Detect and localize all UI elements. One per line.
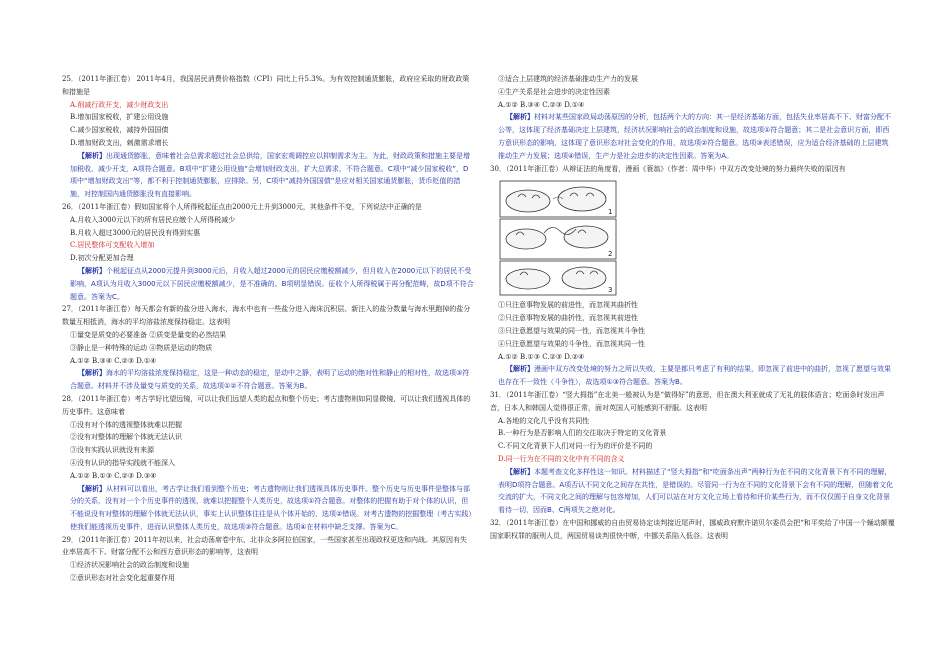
question-stem: 27．（2011年浙江卷）每天都会有新的盐分进入海水，海水中也有一些盐分进入海床沉积层、新注入的盐分数量与海水里跑掉的盐分数量互相抵消，海水的平均溶盐浓度保持稳定。这表明 bbox=[62, 305, 471, 327]
analysis-tag: 【解析】 bbox=[78, 266, 106, 275]
question-31 bbox=[490, 389, 895, 517]
option-c: C.不同文化背景下人们对同一行为的评价是不同的 bbox=[498, 442, 653, 451]
question-30 bbox=[490, 163, 895, 389]
question-stem: 31．（2011年浙江卷）“竖大拇指”在北美一般被认为是“做得好”的意思，但在澳大利亚就成了无礼的肢体语言；吃面条时发出声音，日本人和韩国人觉得很正常，面对英国人可能感到不舒服。这表明 bbox=[490, 390, 885, 412]
option-b: B.增加国家税收，扩建公用设施 bbox=[70, 113, 169, 122]
statement-line: ③静止是一种特殊的运动 ④物质是运动的物质 bbox=[70, 343, 213, 352]
right-column bbox=[490, 73, 895, 543]
panel-number-3: 3 bbox=[608, 286, 613, 295]
answer-choices: A.①② B.①③ C.②③ D.②④ bbox=[498, 352, 585, 361]
option-b: B.月收入超过3000元的居民没有得到实惠 bbox=[70, 228, 201, 237]
answer-choices: A.①② B.③④ C.②③ D.①④ bbox=[498, 100, 585, 109]
statement-3: ③适合上层建筑的经济基础推动生产力的发展 bbox=[498, 75, 638, 83]
statement-4: ④只注意愿望与效果的斗争性，而忽视其同一性 bbox=[498, 339, 645, 348]
option-b: B.一种行为是否影响人们的交往取决于特定的文化背景 bbox=[498, 429, 667, 438]
option-a: A.月收入3000元以下的所有居民应缴个人所得税减少 bbox=[70, 215, 236, 224]
left-column bbox=[62, 73, 474, 585]
analysis bbox=[490, 111, 895, 162]
statement-2: ②只注意事物发展的曲折性，而忽视其前进性 bbox=[498, 314, 638, 323]
answer-choices: A.①② B.③④ C.②③ D.①④ bbox=[70, 356, 157, 365]
statement-1: ①经济状况影响社会的政治制度和设施 bbox=[70, 561, 189, 570]
question-stem: 30．（2011年浙江卷）从辩证法的角度看，漫画《蓑翁》（作者：周中华）中双方改变处境的努力最终失败的原因有 bbox=[490, 164, 846, 173]
analysis bbox=[62, 367, 474, 393]
question-28 bbox=[62, 393, 474, 534]
statement-2: ②意识形态对社会变化起重要作用 bbox=[70, 574, 175, 583]
option-c: C.居民整体可支配收入增加 bbox=[70, 241, 155, 250]
island-right-icon bbox=[564, 226, 608, 248]
statement-1: ①没有对个体的透视整体就难以把握 bbox=[70, 420, 182, 429]
analysis bbox=[62, 483, 474, 534]
question-25 bbox=[62, 73, 474, 201]
analysis bbox=[62, 265, 474, 303]
question-stem: 28．（2011年浙江卷）考古学好比望远镜，可以让我们远望人类的起点和整个历史；考古遗物则如同显微镜，可以让我们透视具体的历史事件。这意味着 bbox=[62, 394, 471, 416]
island-left-icon bbox=[506, 229, 546, 249]
analysis-text: 出现通货膨胀，意味着社会总需求超过社会总供给，国家宏观调控应以抑制需求为主。为此，财政政策和措施主要是增加税收，减少开支，A项符合题意。B项中“扩建公用设施”会增加财政支出，扩大总需求，不符合题意。C项中“减少国家税收”，D项中“增加财政支出”等，都不利于控制通货膨胀，应排除。另，C项中“减持外国国债”是应对相关国家通货膨胀，货币贬值的措施，对控制国内通货膨胀没有直接影响。 bbox=[70, 151, 470, 199]
statement-1: ①只注意事物发展的前进性，而忽视其曲折性 bbox=[498, 301, 638, 310]
option-c: C.减少国家税收，减持外国国债 bbox=[70, 126, 169, 135]
analysis-tag: 【解析】 bbox=[78, 484, 106, 493]
analysis-text: 个税起征点从2000元提升到3000元后，月收入超过2000元的居民应缴税额减少，但月收入在2000元以下的居民不受影响，A项认为月收入3000元以下居民应缴税额减少，是不准确的。B项明显错误。征收个人所得税属于再分配范畴，故D项不符合题意。答案为C。 bbox=[70, 266, 474, 301]
analysis-text: 从材料可以看出，考古学让我们看到整个历史；考古遗物则让我们透视具体历史事件。整个历史与历史事件是整体与部分的关系，没有对一个个历史事件的透视，就难以把握整个人类历史，故选项①符合题意。对整体的把握有助于对个体的认识，但不能说没有对整体的理解个体就无法认识，事实上认识整体往往是从个体开始的，选项②错误。对考古遗物的挖掘整理（考古实践）使我们能透视历史事件，进而认识整体人类历史，故选项③符合题意。选项④在材料中缺乏支撑。答案为C。 bbox=[70, 484, 472, 531]
analysis-tag: 【解析】 bbox=[78, 369, 106, 378]
statement-4: ④生产关系是社会进步的决定性因素 bbox=[498, 87, 610, 96]
option-d: D.同一行为在不同的文化中有不同的含义 bbox=[498, 454, 625, 463]
analysis-text: 本题考查文化多样性这一知识。材料描述了“竖大拇指”和“吃面条出声”两种行为在不同的文化背景下有不同的理解，表明D项符合题意。A项否认不同文化之间存在共性，是错误的。尽管同一行为在不同的文化背景下会有不同的理解，但随着文化交流的扩大，不同文化之间的理解与包容增加，人们可以站在对方文化立场上看待和评价某些行为，而不仅仅囿于自身文化背景看待一切，因而B、C两项失之绝对化。 bbox=[498, 467, 894, 515]
analysis-tag: 【解析】 bbox=[506, 467, 534, 476]
question-29 bbox=[62, 534, 474, 585]
question-32 bbox=[490, 517, 895, 543]
option-a: A.削减行政开支，减少财政支出 bbox=[70, 100, 169, 109]
analysis bbox=[490, 466, 895, 517]
analysis-tag: 【解析】 bbox=[506, 113, 534, 122]
cartoon-svg bbox=[498, 179, 618, 297]
island-right-icon bbox=[562, 267, 606, 289]
statement-4: ④没有认识的指导实践就不能深入 bbox=[70, 458, 175, 467]
answer-choices: A.①② B.①③ C.②③ D.③④ bbox=[70, 471, 157, 480]
question-26 bbox=[62, 201, 474, 303]
analysis bbox=[490, 363, 895, 389]
question-stem: 26．（2011年浙江卷）假如国家将个人所得税起征点由2000元上升到3000元，其他条件不变，下列说法中正确的是 bbox=[62, 202, 422, 211]
option-d: D.初次分配更加合理 bbox=[70, 254, 134, 263]
analysis-text: 海水的平均溶盐浓度保持稳定，这是一种动态的稳定，是动中之静，表明了运动的绝对性和静止的相对性，故选项③符合题意。材料并不涉及量变与质变的关系，故选项①②不符合题意。答案为B。 bbox=[70, 369, 470, 391]
analysis-text: 漫画中双方改变处境的努力之所以失败，主要是都只考虑了有利的结果，即忽视了前进中的曲折，忽视了愿望与效果也存在不一致性（斗争性），故选项①③符合题意。答案为B。 bbox=[498, 365, 891, 387]
island-left-icon bbox=[506, 190, 550, 212]
cartoon-figure bbox=[498, 179, 618, 297]
analysis-tag: 【解析】 bbox=[506, 365, 534, 374]
option-d: D.增加财政支出，刺激需求增长 bbox=[70, 138, 169, 147]
statement-line: ①量变是质变的必要准备 ②质变是量变的必然结果 bbox=[70, 330, 227, 339]
question-stem: 32．（2011年浙江卷）在中国和挪威的自由贸易协定谈判接近尾声时，挪威政府默许诺贝尔委员会把“和平奖给了中国一个蛹动颠覆国家职权罪的服刑人员，两国贸易谈判很快中断，中挪关系陷入低谷。这表明 bbox=[490, 518, 895, 540]
analysis bbox=[62, 150, 474, 201]
statement-2: ②没有对整体的理解个体就无法认识 bbox=[70, 433, 182, 442]
question-stem: 25．（2011年浙江卷） 2011年4月，我国居民消费价格指数（CPI）同比上升5.3%。为有效控制通货膨胀，政府应采取的财政政策和措施是 bbox=[62, 75, 470, 96]
analysis-text: 材料对某些国家政局动荡原因的分析，包括两个大的方向：其一是经济基础方面，包括失业率居高不下、财富分配不公等，这体现了经济基础决定上层建筑，经济状况影响社会的政治制度和设施，故选项①符合题意；其二是社会意识方面，即西方意识形态的影响，这体现了意识形态对社会变化的作用，故选项②符合题意。选项③表述错误，应为适合经济基础的上层建筑推动生产力发展；选项④错误，生产力是社会进步的决定性因素。答案为A。 bbox=[498, 113, 891, 160]
statement-3: ③只注意愿望与效果的同一性，而忽视其斗争性 bbox=[498, 326, 645, 335]
question-27 bbox=[62, 303, 474, 393]
question-stem: 29．（2011年浙江卷）2011年初以来，社会动荡席卷中东、北非众多阿拉伯国家，一些国家甚至出现政权更迭和内战。其原因有失业率居高不下、财富分配不公和西方意识形态的影响等，这表明 bbox=[62, 535, 468, 557]
option-a: A.各地的文化几乎没有共同性 bbox=[498, 416, 590, 425]
panel-number-1: 1 bbox=[608, 208, 613, 217]
analysis-tag: 【解析】 bbox=[78, 151, 106, 160]
island-right-icon bbox=[558, 187, 606, 211]
question-29-continued bbox=[490, 73, 895, 163]
statement-3: ③没有实践认识就没有来源 bbox=[70, 446, 154, 455]
panel-number-2: 2 bbox=[608, 250, 613, 259]
island-left-icon bbox=[506, 269, 550, 289]
